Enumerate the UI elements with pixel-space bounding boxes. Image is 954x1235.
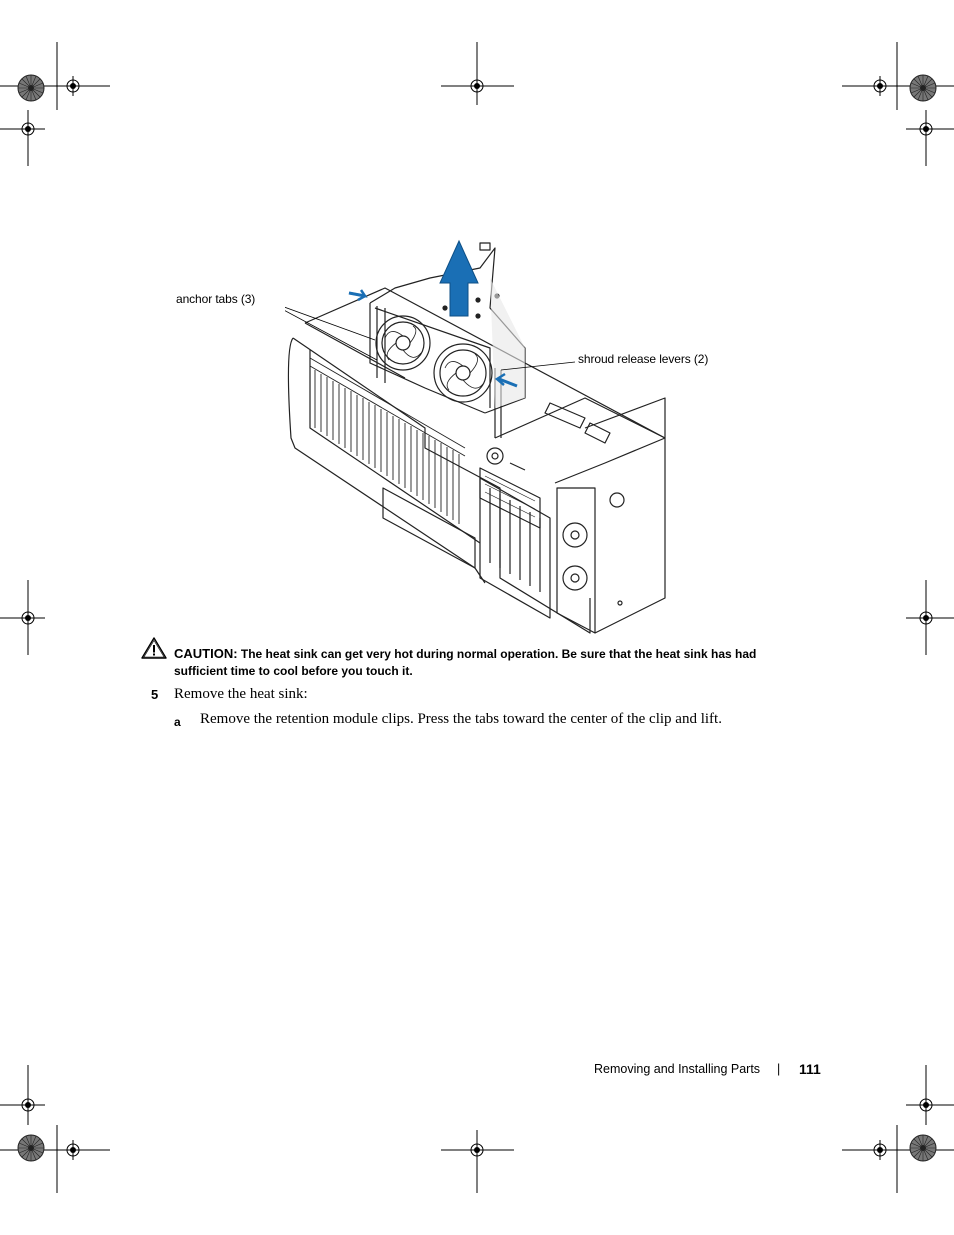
substep-text: Remove the retention module clips. Press the tabs toward the center of the clip and lift. <box>200 711 722 727</box>
footer-separator: | <box>777 1062 781 1076</box>
substep-letter: a <box>174 715 181 729</box>
callout-anchor-tabs: anchor tabs (3) <box>176 292 256 306</box>
color-rosette-icon <box>910 75 936 101</box>
callout-shroud-release-levers: shroud release levers (2) <box>578 352 709 366</box>
color-rosette-icon <box>910 1135 936 1161</box>
press-arrow-left-icon <box>349 290 365 300</box>
step-text: Remove the heat sink: <box>174 686 308 702</box>
lift-arrow-icon <box>440 241 478 316</box>
page-number: 111 <box>799 1061 821 1077</box>
caution-line-1 <box>174 645 814 663</box>
caution-line-2: sufficient time to cool before you touch it. <box>174 664 413 678</box>
caution-block <box>174 645 814 680</box>
heat-sink-shroud-illustration <box>285 238 675 638</box>
color-rosette-icon <box>18 1135 44 1161</box>
caution-text-1: The heat sink can get very hot during normal operation. Be sure that the heat sink has had <box>240 647 757 661</box>
color-rosette-icon <box>18 75 44 101</box>
warning-triangle-icon <box>140 636 168 660</box>
footer-section-title: Removing and Installing Parts <box>594 1062 761 1076</box>
caution-label: CAUTION: <box>174 646 238 661</box>
step-number: 5 <box>151 687 159 702</box>
